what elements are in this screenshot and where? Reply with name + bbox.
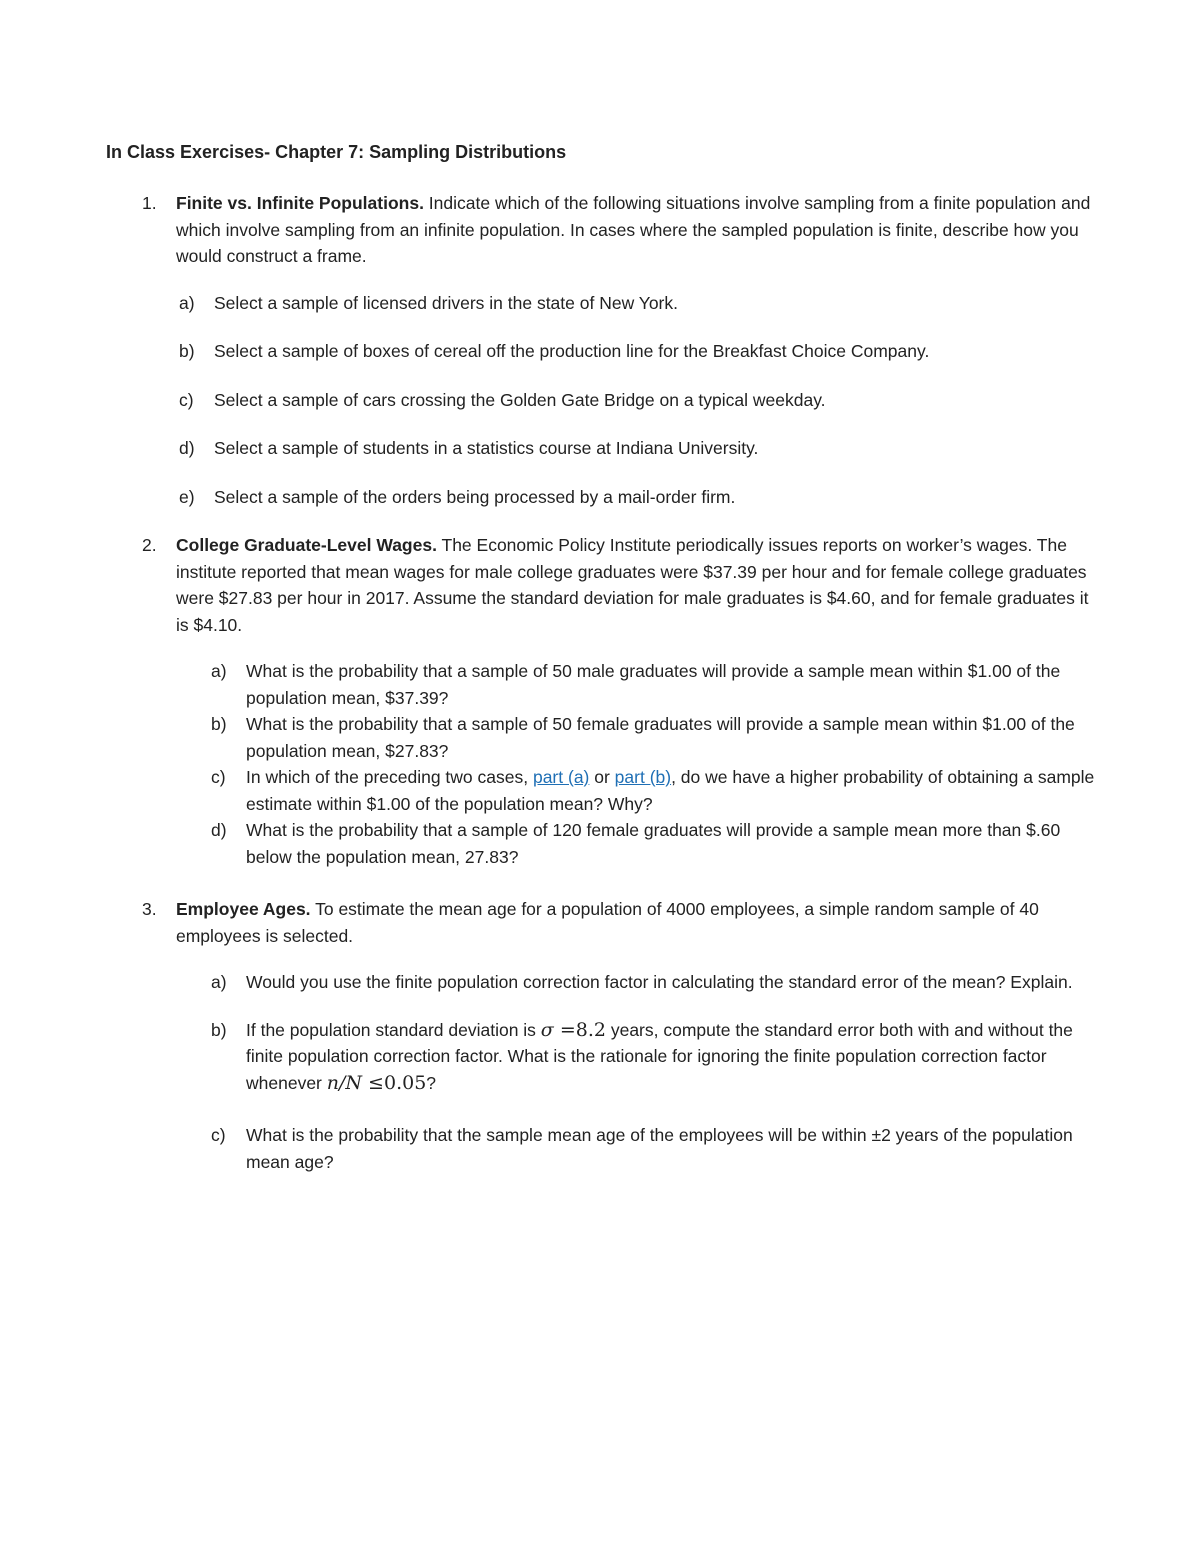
question-1 (106, 190, 1100, 270)
question-heading: Employee Ages. (176, 899, 311, 919)
question-2 (106, 532, 1100, 870)
question-number: 2. (142, 535, 157, 555)
list-item: b) Select a sample of boxes of cereal off the production line for the Breakfast Choice Company. (179, 341, 930, 361)
list-item: c) What is the probability that the sample mean age of the employees will be within ±2 years of the population mean age? (211, 1125, 1073, 1172)
part-a-link[interactable]: part (a) (532, 767, 590, 787)
ratio-formula: n/N (326, 1071, 363, 1094)
question-heading: Finite vs. Infinite Populations. (176, 193, 424, 213)
list-item: e) Select a sample of the orders being processed by a mail-order firm. (179, 486, 736, 507)
question-1-items (106, 290, 1100, 511)
list-item: d) What is the probability that a sample of 120 female graduates will provide a sample mean more than $.60 below the population mean, 27.83? (211, 820, 1061, 867)
list-item: a) What is the probability that a sample of 50 male graduates will provide a sample mean within $1.00 of the population mean, $37.39? (211, 661, 1061, 708)
list-item: c) Select a sample of cars crossing the Golden Gate Bridge on a typical weekday. (179, 389, 826, 410)
sigma-value: =8.2 (553, 1018, 606, 1041)
question-number: 1. (142, 193, 157, 213)
question-3-items (176, 969, 1100, 1175)
list-item: a) Would you use the finite population correction factor in calculating the standard error of the mean? Explain. (211, 972, 1073, 992)
list-item: b) What is the probability that a sample of 50 female graduates will provide a sample mean within $1.00 of the population mean, $27.83? (211, 714, 1075, 761)
question-text: The Economic Policy Institute periodically issues reports on worker’s wages. The institute reported that mean wages for male college graduates were $37.39 per hour and for female college graduates were $27.83 per hour in 2017. Assume the standard deviation for male graduates is $4.60, and for female graduates it is $4.10. (176, 535, 1089, 635)
question-3 (106, 896, 1100, 1175)
question-text: Indicate which of the following situations involve sampling from a finite population and which involve sampling from an infinite population. In cases where the sampled population is finite, describe how you would construct a frame. (176, 193, 1091, 266)
question-2-items (176, 658, 1100, 870)
list-item: c) In which of the preceding two cases, part (a) or part (b), do we have a higher probability of obtaining a sample estimate within $1.00 of the population mean? Why? (211, 767, 1095, 814)
list-item: d) Select a sample of students in a statistics course at Indiana University. (179, 438, 759, 458)
list-item: a) Select a sample of licensed drivers in the state of New York. (179, 292, 678, 313)
sigma-symbol: σ (540, 1018, 554, 1041)
ratio-threshold: ≤0.05 (362, 1071, 427, 1094)
list-item: b) If the population standard deviation is σ =8.2 years, compute the standard error both with and without the finite population correction factor. What is the rationale for ignoring the finite population correction factor whenever n/N ≤0.05? (211, 1018, 1073, 1094)
question-number: 3. (142, 899, 157, 919)
page-title: In Class Exercises- Chapter 7: Sampling Distributions (106, 142, 567, 162)
question-text: To estimate the mean age for a population of 4000 employees, a simple random sample of 40 employees is selected. (176, 899, 1039, 946)
part-b-link[interactable]: part (b) (614, 767, 672, 787)
question-heading: College Graduate-Level Wages. (176, 535, 437, 555)
